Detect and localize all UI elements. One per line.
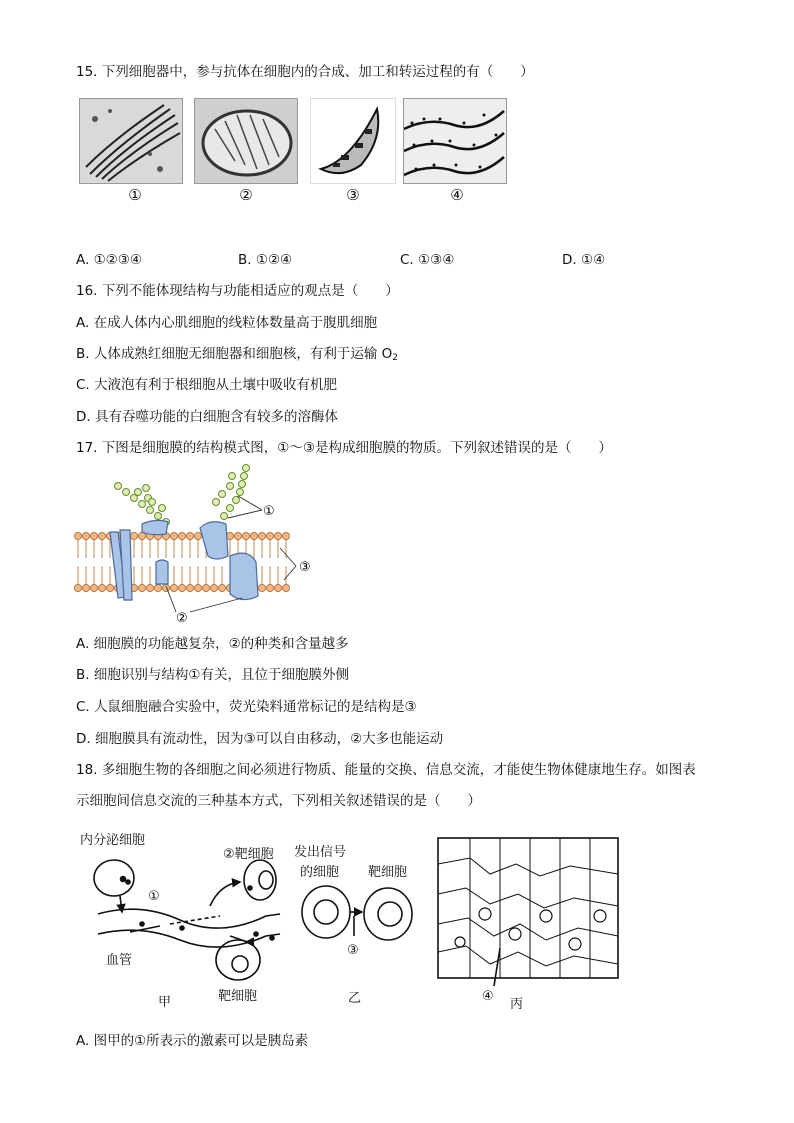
q15-label-2: ② [239, 186, 253, 204]
q17-option-d: D. 细胞膜具有流动性，因为③可以自由移动，②大多也能运动 [76, 731, 444, 747]
lipid-head [266, 584, 273, 591]
q17-option-c: C. 人鼠细胞融合实验中，荧光染料通常标记的是结构是③ [76, 699, 417, 715]
chloroplast-micrograph [310, 98, 396, 184]
lipid-head [282, 532, 289, 539]
svg-text:乙: 乙 [348, 991, 362, 1006]
q15-stem: 15. 下列细胞器中，参与抗体在细胞内的合成、加工和转运过程的有（ ） [76, 64, 534, 80]
lipid-head [146, 584, 153, 591]
svg-text:③: ③ [299, 560, 311, 575]
q15-label-1: ① [128, 186, 142, 204]
lipid-head [210, 584, 217, 591]
svg-text:②: ② [176, 611, 188, 626]
mitochondrion-micrograph [194, 98, 298, 184]
lipid-head [258, 584, 265, 591]
lipid-head [258, 532, 265, 539]
rough-er-micrograph [403, 98, 507, 184]
lipid-head [130, 532, 137, 539]
lipid-head [194, 532, 201, 539]
lipid-head [90, 584, 97, 591]
cell-membrane-diagram [70, 462, 330, 630]
svg-text:③: ③ [347, 943, 359, 958]
q15-label-3: ③ [346, 186, 360, 204]
lipid-head [202, 584, 209, 591]
q18-option-a: A. 图甲的①所表示的激素可以是胰岛素 [76, 1033, 309, 1049]
svg-text:内分泌细胞: 内分泌细胞 [80, 833, 146, 848]
svg-text:④: ④ [482, 989, 494, 1004]
svg-text:②靶细胞: ②靶细胞 [223, 847, 274, 862]
q16-option-b: B. 人体成熟红细胞无细胞器和细胞核，有利于运输 $O_2$ [76, 346, 398, 363]
svg-text:丙: 丙 [510, 997, 524, 1012]
q16-option-d: D. 具有吞噬功能的白细胞含有较多的溶酶体 [76, 409, 338, 425]
q18-stem-line2: 示细胞间信息交流的三种基本方式，下列相关叙述错误的是（ ） [76, 793, 481, 809]
lipid-head [154, 584, 161, 591]
golgi-micrograph [79, 98, 183, 184]
lipid-head [242, 532, 249, 539]
svg-text:甲: 甲 [158, 995, 172, 1010]
svg-text:靶细胞: 靶细胞 [368, 865, 408, 880]
lipid-head [218, 584, 225, 591]
q18-stem-line1: 18. 多细胞生物的各细胞之间必须进行物质、能量的交换、信息交流，才能使生物体健康地生存。如图表 [76, 762, 696, 778]
lipid-head [106, 584, 113, 591]
svg-text:①: ① [263, 504, 275, 519]
lipid-head [186, 584, 193, 591]
lipid-head [194, 584, 201, 591]
lipid-head [138, 584, 145, 591]
lipid-head [170, 532, 177, 539]
q15-option-a: A. ①②③④ [76, 252, 142, 268]
q17-stem: 17. 下图是细胞膜的结构模式图，①～③是构成细胞膜的物质。下列叙述错误的是（ ） [76, 440, 612, 456]
svg-text:的细胞: 的细胞 [300, 865, 340, 880]
lipid-head [98, 584, 105, 591]
lipid-head [282, 584, 289, 591]
lipid-head [274, 532, 281, 539]
lipid-head [82, 584, 89, 591]
lipid-head [186, 532, 193, 539]
lipid-head [178, 532, 185, 539]
lipid-head [250, 532, 257, 539]
lipid-head [178, 584, 185, 591]
svg-text:发出信号: 发出信号 [294, 845, 347, 860]
lipid-head [90, 532, 97, 539]
svg-text:血管: 血管 [106, 953, 133, 968]
lipid-head [74, 532, 81, 539]
lipid-head [162, 584, 169, 591]
cell-signaling-diagram [70, 824, 630, 1018]
q16-option-c: C. 大液泡有利于根细胞从土壤中吸收有机肥 [76, 377, 338, 393]
q16-stem: 16. 下列不能体现结构与功能相适应的观点是（ ） [76, 283, 399, 299]
lipid-head [274, 584, 281, 591]
q15-option-b: B. ①②④ [238, 252, 293, 268]
svg-text:①: ① [148, 889, 160, 904]
lipid-head [98, 532, 105, 539]
q17-option-a: A. 细胞膜的功能越复杂，②的种类和含量越多 [76, 636, 349, 652]
svg-text:靶细胞: 靶细胞 [218, 989, 258, 1004]
lipid-head [74, 584, 81, 591]
q17-option-b: B. 细胞识别与结构①有关，且位于细胞膜外侧 [76, 667, 349, 683]
q15-label-4: ④ [450, 186, 464, 204]
lipid-head [234, 532, 241, 539]
lipid-head [82, 532, 89, 539]
lipid-head [266, 532, 273, 539]
q15-option-d: D. ①④ [562, 252, 606, 268]
q16-option-a: A. 在成人体内心肌细胞的线粒体数量高于腹肌细胞 [76, 315, 378, 331]
q15-option-c: C. ①③④ [400, 252, 455, 268]
lipid-head [170, 584, 177, 591]
